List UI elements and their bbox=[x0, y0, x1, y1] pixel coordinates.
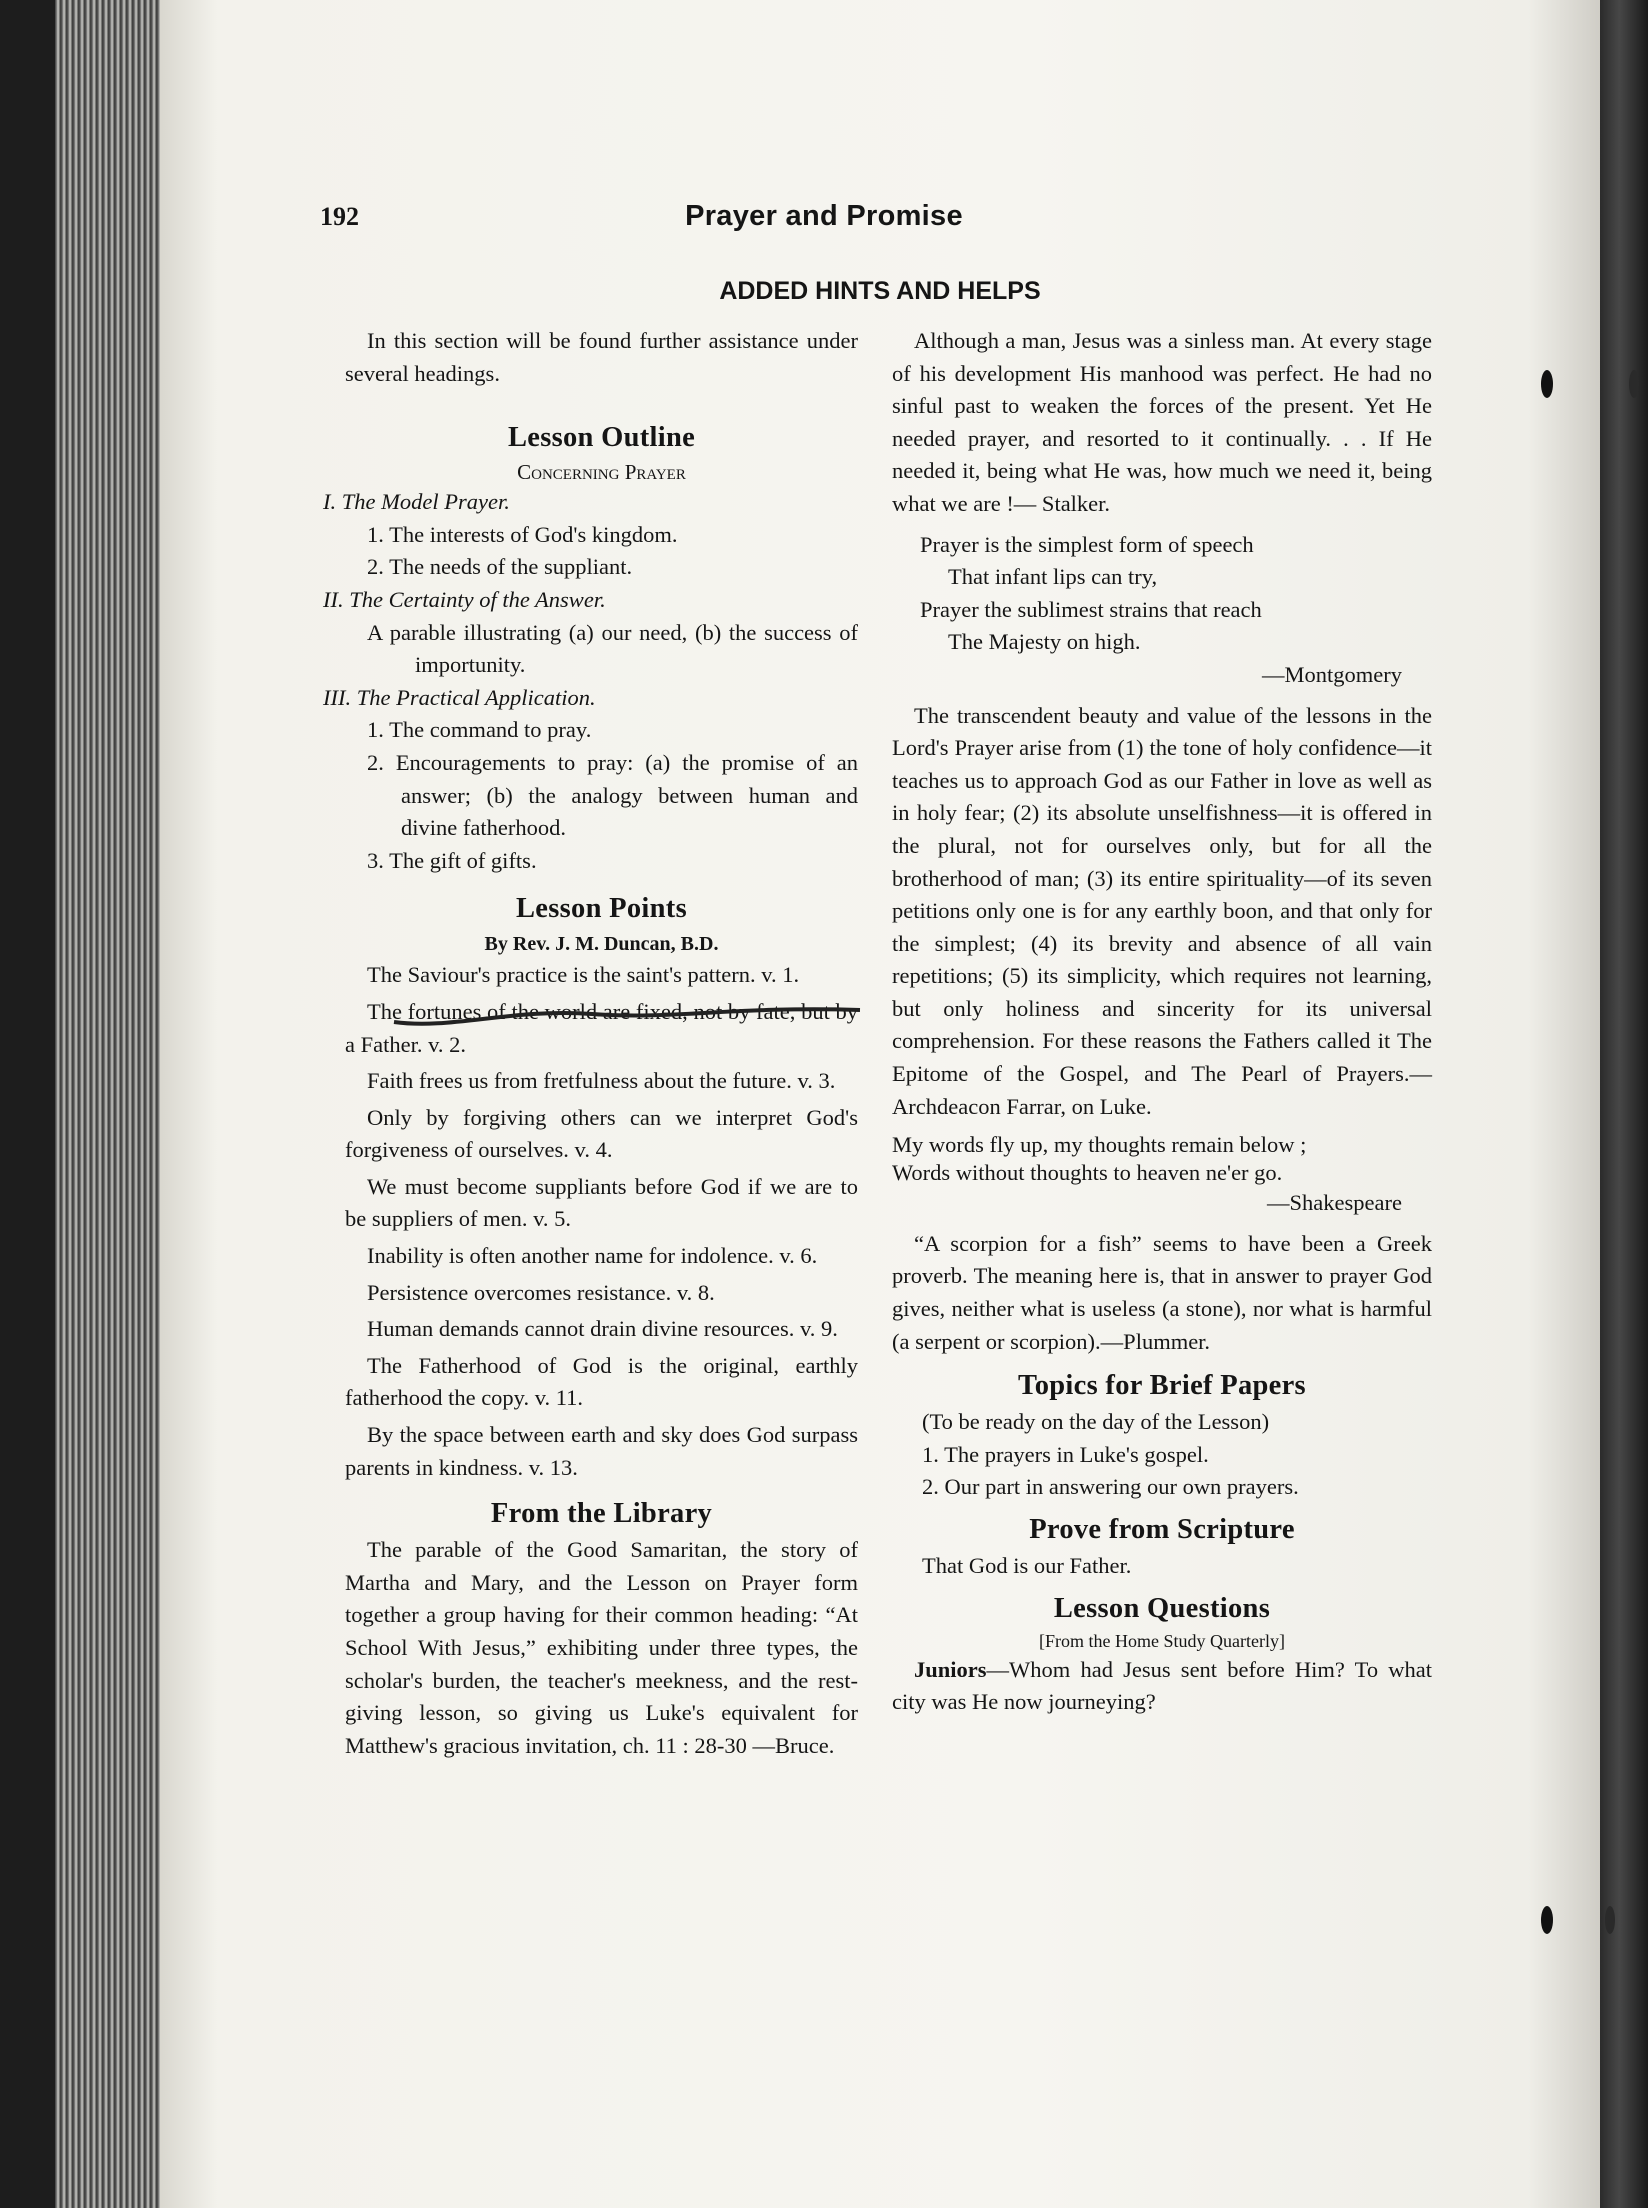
binding-hole-icon bbox=[1541, 370, 1553, 398]
scanner-border bbox=[1600, 0, 1648, 2208]
scripture-text: That God is our Father. bbox=[922, 1553, 1132, 1578]
outline-part-title: III. The Practical Application. bbox=[323, 684, 596, 710]
lesson-questions-heading: Lesson Questions bbox=[1053, 1592, 1271, 1624]
lesson-point: Inability is often another name for indolence. v. 6. bbox=[367, 1243, 818, 1269]
prove-scripture-heading: Prove from Scripture bbox=[1029, 1514, 1295, 1545]
poem-attribution: —Montgomery bbox=[1262, 661, 1402, 687]
left-column bbox=[323, 325, 858, 1762]
outline-item: 2. The needs of the suppliant. bbox=[367, 554, 633, 580]
binding-hole-icon bbox=[1629, 370, 1639, 398]
juniors-question bbox=[892, 1654, 1432, 1719]
lesson-point: Human demands cannot drain divine resources. v. 9. bbox=[367, 1316, 838, 1342]
topics-note: (To be ready on the day of the Lesson) bbox=[922, 1409, 1270, 1435]
lesson-point: We must become suppliants before God if we are to be suppliers of men. v. 5. bbox=[345, 1173, 858, 1232]
poem-line: Words without thoughts to heaven ne'er go. bbox=[892, 1160, 1283, 1186]
poem-attribution: —Shakespeare bbox=[1267, 1190, 1402, 1216]
shakespeare-poem bbox=[892, 1131, 1432, 1187]
lesson-point: The fortunes of the world are fixed, not by fate, but by a Father. v. 2. bbox=[345, 998, 858, 1057]
outline-item: A parable illustrating (a) our need, (b) the success of importunity. bbox=[367, 619, 858, 678]
outline-part-title: I. The Model Prayer. bbox=[323, 489, 510, 515]
library-paragraph: The parable of the Good Samaritan, the story of Martha and Mary, and the Lesson on Prayer form together a group having for their common heading: “At School With Jesus,” exhibiting under three types, the scholar's burden, the teacher's meekness, and the rest-giving lesson, so giving us Luke's equivalent for Matthew's gracious invitation, ch. 11 : 28-30 —Bruce. bbox=[345, 1537, 858, 1758]
poem-line: The Majesty on high. bbox=[948, 629, 1141, 655]
outline-item: 3. The gift of gifts. bbox=[367, 847, 537, 873]
lesson-point: The Fatherhood of God is the original, earthly fatherhood the copy. v. 11. bbox=[345, 1352, 858, 1411]
outline-item: 2. Encouragements to pray: (a) the promise of an answer; (b) the analogy between human and divine fatherhood. bbox=[367, 749, 858, 841]
outline-item: 1. The interests of God's kingdom. bbox=[367, 521, 678, 547]
topic-item: 2. Our part in answering our own prayers. bbox=[922, 1474, 1299, 1500]
lesson-point: Faith frees us from fretfulness about the future. v. 3. bbox=[367, 1068, 836, 1094]
lesson-points-heading: Lesson Points bbox=[516, 893, 687, 925]
outline-item: 1. The command to pray. bbox=[367, 717, 592, 743]
lesson-point: The Saviour's practice is the saint's pattern. v. 1. bbox=[367, 962, 800, 988]
poem-line: Prayer is the simplest form of speech bbox=[920, 531, 1254, 557]
lesson-point: By the space between earth and sky does God surpass parents in kindness. v. 13. bbox=[345, 1422, 858, 1480]
plummer-quote: “A scorpion for a fish” seems to have been a Greek proverb. The meaning here is, that in answer to prayer God gives, neither what is useless (a stone), nor what is harmful (a serpent or scorpion).—Plummer. bbox=[892, 1230, 1432, 1354]
questions-source: [From the Home Study Quarterly] bbox=[1039, 1630, 1285, 1651]
book-page-edges bbox=[55, 0, 165, 2208]
byline: By Rev. J. M. Duncan, B.D. bbox=[484, 933, 719, 956]
from-library-heading: From the Library bbox=[490, 1498, 713, 1530]
binding-hole-icon bbox=[1605, 1906, 1615, 1934]
juniors-label: Juniors bbox=[914, 1656, 987, 1682]
poem-line: My words fly up, my thoughts remain below ; bbox=[892, 1132, 1307, 1158]
montgomery-poem bbox=[892, 529, 1432, 659]
page-number: 192 bbox=[320, 202, 359, 231]
farrar-quote: The transcendent beauty and value of the lessons in the Lord's Prayer arise from (1) the tone of holy confidence—it teaches us to approach God as our Father in love as well as in holy fear; (2) its absolute unselfishness—it is offered in the plural, not for ourselves only, but for all the brotherhood of man; (3) its entire spirituality—of its seven petitions only one is for any earthly boon, and that only for the simplest; (4) its brevity and absence of all vain repetitions; (5) its simplicity, which requires not learning, but only holiness and sincerity for its universal comprehension. For these reasons the Fathers called it The Epitome of the Gospel, and The Pearl of Prayers.— Archdeacon Farrar, on Luke. bbox=[892, 702, 1432, 1119]
poem-line: That infant lips can try, bbox=[948, 564, 1158, 590]
outline-part-title: II. The Certainty of the Answer. bbox=[323, 586, 606, 612]
lesson-point: Only by forgiving others can we interpret God's forgiveness of ourselves. v. 4. bbox=[345, 1104, 858, 1163]
lesson-point: Persistence overcomes resistance. v. 8. bbox=[367, 1279, 715, 1305]
poem-line: Prayer the sublimest strains that reach bbox=[920, 596, 1262, 622]
section-title: ADDED HINTS AND HELPS bbox=[719, 277, 1041, 305]
binding-hole-icon bbox=[1541, 1906, 1553, 1934]
outline-subheading: Concerning Prayer bbox=[517, 460, 686, 485]
stalker-quote: Although a man, Jesus was a sinless man. At every stage of his development His manhood was perfect. He had no sinful past to weaken the forces of the present. Yet He needed prayer, and resorted to it continually. . . If He needed it, being what He was, how much we need it, being what we are !— Stalker. bbox=[892, 328, 1432, 516]
juniors-question-text: —Whom had Jesus sent before Him? To what city was He now journeying? bbox=[892, 1656, 1432, 1715]
topic-item: 1. The prayers in Luke's gospel. bbox=[922, 1441, 1209, 1467]
lesson-outline-heading: Lesson Outline bbox=[507, 422, 696, 454]
topics-heading: Topics for Brief Papers bbox=[1018, 1370, 1306, 1402]
running-head: Prayer and Promise bbox=[685, 200, 963, 232]
intro-paragraph: In this section will be found further assistance under several headings. bbox=[345, 328, 858, 386]
right-column bbox=[892, 325, 1432, 1719]
